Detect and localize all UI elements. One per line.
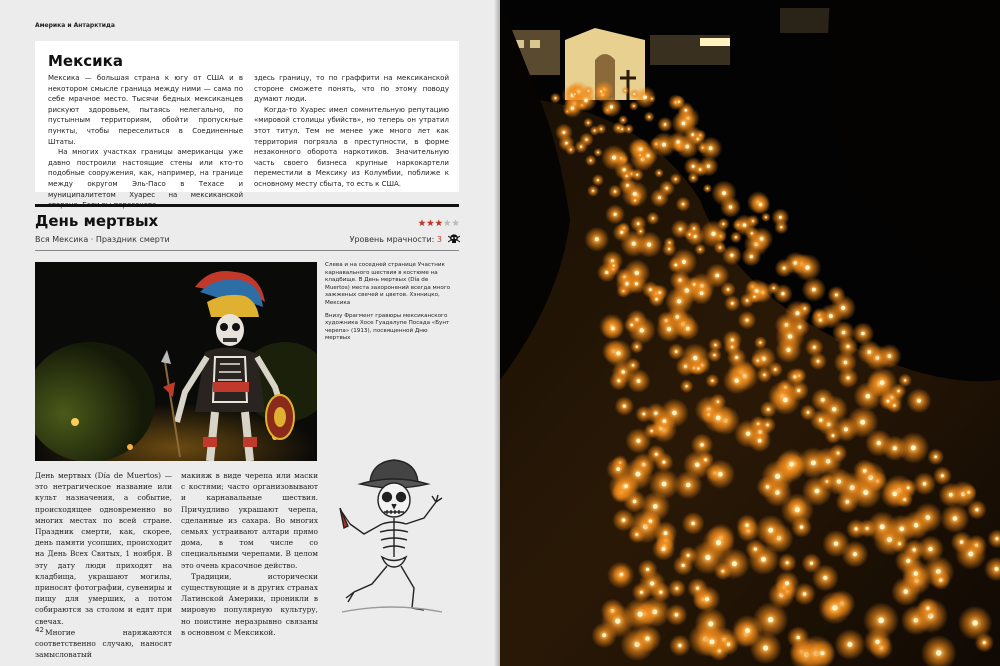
- candle-flame: [773, 287, 775, 289]
- candle-flame: [614, 213, 617, 216]
- candle-flame: [565, 142, 568, 145]
- gloom-rating-label: Уровень мрачности:: [349, 235, 435, 244]
- candle-flame: [844, 361, 848, 365]
- candle-flame: [913, 548, 916, 551]
- candle-flame: [686, 385, 688, 387]
- candle-flame: [664, 123, 666, 125]
- candle-flame: [650, 581, 654, 585]
- candle-flame: [666, 187, 669, 190]
- candle-flame: [655, 298, 658, 301]
- candle-flame: [735, 236, 737, 238]
- candle-flame: [675, 350, 678, 353]
- candle-flame: [592, 190, 594, 192]
- candle-flame: [705, 597, 709, 601]
- candle-flame: [653, 504, 658, 509]
- mexico-paragraph: Мексика — большая страна к югу от США и в некотором смысле граница между ними — сама по себе мрачное место. Тысячи бедных мексиканцев рискуют здоровьем, пытаясь нелегально, по пустынным территориям, обойти пропускные пункты, чтобы переселиться в Соединенные Штаты.: [48, 74, 243, 146]
- section-top-rule: [35, 204, 459, 207]
- candle-flame: [682, 564, 685, 567]
- candle-flame: [745, 628, 750, 633]
- candle-flame: [664, 531, 668, 535]
- candle-flame: [904, 379, 906, 381]
- candle-flame: [866, 527, 869, 530]
- candle-flame: [662, 143, 666, 147]
- candle-flame: [632, 364, 634, 366]
- candle-flame: [716, 416, 721, 421]
- candle-flame: [819, 418, 822, 421]
- candle-flame: [815, 489, 820, 494]
- article-paragraph: Традиции, исторически существующие и в других странах Латинской Америки, проникли в мировую популярную культуру, но поистине неразрывно связаны в основном с Мексикой.: [181, 571, 318, 637]
- candle-flame: [812, 288, 816, 292]
- candle-flame: [875, 640, 879, 644]
- candle-flame: [968, 552, 973, 557]
- candle-flame: [907, 486, 910, 489]
- candle-flame: [967, 491, 970, 494]
- candle-flame: [663, 419, 667, 423]
- candle-flame: [926, 607, 929, 610]
- article-column-1: [35, 470, 172, 660]
- candle-flame: [847, 642, 852, 647]
- candle-flame: [637, 222, 640, 225]
- candle-flame: [779, 216, 782, 219]
- candle-flame: [783, 398, 788, 403]
- candle-flame: [911, 445, 916, 450]
- candle-flame: [617, 379, 620, 382]
- candle-flame: [710, 639, 715, 644]
- candle-flame: [860, 420, 865, 425]
- candle-flame: [624, 484, 628, 488]
- candle-flame: [844, 427, 848, 431]
- candle-flame: [691, 522, 695, 526]
- caption-text: Внизу Фрагмент гравюры мексиканского художника Хосе Гуадалупе Посада «Бунт черепа» (1913), посвященной Дню мертвых: [325, 312, 450, 342]
- candle-flame: [893, 446, 897, 450]
- candle-flame: [819, 319, 822, 322]
- candle-flame: [949, 493, 953, 497]
- candle-flame: [610, 105, 613, 108]
- candle-flame: [996, 537, 999, 540]
- candle-flame: [975, 508, 978, 511]
- candle-flame: [647, 154, 650, 157]
- candle-flame: [620, 231, 623, 234]
- star-empty-icon: [444, 219, 451, 226]
- candle-flame: [793, 375, 796, 378]
- mexico-paragraph: здесь границу, то по граффити на мексиканской стороне сможете понять, что по этому поводу думают люди.: [254, 74, 449, 104]
- candle-flame: [677, 299, 681, 303]
- candle-flame: [600, 128, 602, 130]
- candle-flame: [754, 548, 757, 551]
- section-title: День мертвых: [35, 212, 159, 230]
- candle-flame: [917, 399, 921, 403]
- candle-flame: [847, 376, 850, 379]
- candle-flame: [887, 400, 890, 403]
- candle-flame: [774, 368, 776, 370]
- candle-flame: [732, 561, 737, 566]
- candle-flame: [789, 462, 794, 467]
- candle-flame: [675, 178, 677, 180]
- candle-flame: [622, 518, 626, 522]
- candle-flame: [803, 592, 807, 596]
- candle-flame: [615, 618, 620, 623]
- candle-flame: [626, 175, 628, 177]
- mexico-paragraph: Когда-то Хуарес имел сомнительную репутацию «мировой столицы убийств», но теперь он утратил этот титул. Тем не менее уже много лет как территория погрязла в преступности, в форме незаконного оборота наркотиков. Значительную часть своего бизнеса крупные наркокартели переместили в Мексику из Колумбии, поближе к основному месту сбыта, то есть к США.: [254, 105, 449, 188]
- candle-flame: [972, 620, 978, 626]
- candle-flame: [611, 327, 615, 331]
- candle-flame: [635, 282, 638, 285]
- candle-flame: [699, 249, 701, 251]
- candle-flame: [765, 216, 767, 218]
- article-paragraph: День мертвых (Día de Muertos) — это нетрагическое название или культ назначения, а событие, происходящее одновременно во многих местах по всей стране. Праздник смерти, как, скорее, день памяти усопших, происходит на День Всех Святых, 1 ноября. В эту дату люди приходят на кладбища, украшают могилы, приносят фотографии, сувениры и пищу для умерших, а потом собираются за столом и едят при свечах.: [35, 471, 172, 626]
- candle-flame: [621, 128, 623, 130]
- page-number: 42: [35, 626, 44, 634]
- candle-flame: [923, 482, 927, 486]
- candle-flame: [693, 356, 698, 361]
- candle-flame: [707, 165, 710, 168]
- mexico-sidebar-box: [35, 41, 459, 199]
- candle-flame: [628, 128, 630, 130]
- candle-flame: [898, 542, 901, 545]
- candle-flame: [805, 265, 809, 269]
- mexico-box-column-2: [254, 73, 449, 190]
- candle-flame: [563, 131, 566, 134]
- candle-flame: [602, 633, 606, 637]
- candle-flame: [632, 242, 636, 246]
- candle-flame: [903, 498, 906, 501]
- candle-flame: [995, 567, 999, 571]
- candle-flame: [834, 542, 838, 546]
- candle-flame: [914, 571, 918, 575]
- candle-flame: [823, 576, 827, 580]
- candle-flame: [810, 562, 813, 565]
- candle-flame: [795, 507, 800, 512]
- candle-flame: [587, 122, 589, 124]
- star-filled-icon: [427, 219, 434, 226]
- candle-flame: [643, 96, 647, 100]
- candle-flame: [832, 434, 835, 437]
- candle-flame: [555, 97, 557, 99]
- candle-flame: [585, 139, 587, 141]
- candle-flame: [676, 315, 680, 319]
- candle-flame: [668, 248, 670, 250]
- candle-flame: [746, 319, 749, 322]
- candle-flame: [662, 482, 667, 487]
- gloom-rating-value: 3: [436, 235, 442, 244]
- candle-flame: [597, 152, 598, 153]
- candle-flame: [719, 247, 721, 249]
- candle-flame: [613, 265, 615, 267]
- section-sub-rule: [35, 250, 459, 251]
- candle-flame: [817, 360, 820, 363]
- candle-flame: [700, 291, 704, 295]
- candle-flame: [620, 573, 623, 576]
- calavera-engraving: [332, 452, 457, 617]
- candle-flame: [766, 485, 769, 488]
- candle-flame: [699, 168, 701, 170]
- candle-flame: [711, 232, 715, 236]
- candle-flame: [679, 228, 682, 231]
- candle-flame: [658, 172, 660, 174]
- candle-flame: [786, 561, 789, 564]
- gloom-rating: [350, 235, 442, 244]
- candle-flame: [730, 254, 733, 257]
- candle-flame: [623, 405, 626, 408]
- candle-flame: [678, 644, 681, 647]
- candle-flame: [855, 527, 858, 530]
- candle-flame: [652, 217, 654, 219]
- candle-flame: [570, 149, 572, 151]
- rating-stars: [418, 219, 460, 227]
- candle-flame: [798, 326, 801, 329]
- candle-flame: [636, 439, 640, 443]
- candle-flame: [731, 338, 734, 341]
- candle-flame: [616, 351, 620, 355]
- candle-flame: [796, 636, 800, 640]
- candle-flame: [662, 547, 666, 551]
- candle-flame: [637, 379, 641, 383]
- photo-captions: [325, 262, 453, 348]
- candle-flame: [646, 568, 649, 571]
- candle-flame: [735, 378, 739, 382]
- candle-flame: [842, 331, 846, 335]
- candle-flame: [729, 205, 732, 208]
- candle-flame: [648, 116, 650, 118]
- candle-flame: [763, 645, 768, 650]
- running-head: Америка и Антарктида: [35, 22, 115, 29]
- candle-flame: [676, 587, 679, 590]
- candle-flame: [820, 651, 824, 655]
- candle-flame: [580, 146, 582, 148]
- candle-flame: [616, 467, 620, 471]
- candle-flame: [745, 524, 748, 527]
- candle-flame: [759, 342, 761, 344]
- candle-flame: [635, 533, 638, 536]
- candle-flame: [928, 547, 932, 551]
- candle-flame: [892, 492, 897, 497]
- candle-flame: [682, 122, 686, 126]
- candle-flame: [704, 458, 707, 461]
- candle-flame: [692, 177, 694, 179]
- candle-flame: [939, 579, 942, 582]
- candle-flame: [638, 612, 643, 617]
- skull-icon: [448, 234, 460, 244]
- section-subtitle: Вся Мексика · Праздник смерти: [35, 235, 170, 244]
- candle-flame: [600, 90, 602, 92]
- candle-flame: [781, 292, 784, 295]
- candle-flame: [655, 453, 658, 456]
- candle-flame: [897, 390, 899, 392]
- star-empty-icon: [452, 219, 459, 226]
- candle-flame: [841, 306, 845, 310]
- candle-flame: [633, 93, 635, 95]
- candle-flame: [768, 528, 773, 533]
- candle-flame: [571, 107, 574, 110]
- candle-flame: [633, 105, 634, 106]
- candle-flame: [574, 94, 575, 95]
- candle-flame: [837, 479, 841, 483]
- candle-flame: [861, 332, 865, 336]
- candle-flame: [743, 223, 746, 226]
- candle-flame: [811, 460, 816, 465]
- candle-flame: [953, 516, 958, 521]
- candle-flame: [807, 411, 810, 414]
- candle-flame: [758, 439, 762, 443]
- candle-flame: [767, 408, 770, 411]
- candle-flame: [693, 227, 695, 229]
- candle-flame: [685, 109, 688, 112]
- candle-flame: [711, 380, 713, 382]
- candle-flame: [595, 237, 599, 241]
- candle-flame: [835, 294, 838, 297]
- article-paragraph: макияж в виде черепа или маски с костями; часто организовывают и карнавальные шествия. Причудливо украшают черепа, сделанные из сахара. Во многих семьях устраивают алтари прямо дома, в том числе со специальными черепами. В целом это очень красочное действо.: [181, 471, 318, 570]
- candle-flame: [716, 540, 721, 545]
- candle-flame: [682, 203, 684, 205]
- candle-flame: [584, 99, 588, 103]
- candle-flame: [676, 140, 679, 143]
- candle-flame: [626, 184, 629, 187]
- candle-flame: [750, 255, 753, 258]
- candle-flame: [709, 146, 713, 150]
- candle-flame: [904, 589, 909, 594]
- candle-flame: [647, 243, 651, 247]
- candle-flame: [813, 346, 816, 349]
- candle-flame: [622, 119, 624, 121]
- candle-flame: [983, 641, 986, 644]
- candle-flame: [853, 552, 857, 556]
- candle-flame: [866, 394, 871, 399]
- candle-flame: [863, 469, 867, 473]
- candle-flame: [625, 90, 626, 91]
- candle-flame: [780, 226, 782, 228]
- candle-flame: [707, 188, 708, 189]
- candle-flame: [786, 348, 790, 352]
- candle-flame: [714, 344, 716, 346]
- star-filled-icon: [418, 219, 425, 226]
- candle-flame: [667, 327, 671, 331]
- candle-flame: [612, 156, 616, 160]
- candle-flame: [708, 621, 713, 626]
- candle-flame: [635, 472, 640, 477]
- cemetery-candles-photo: [500, 0, 1000, 666]
- candle-flame: [659, 591, 662, 594]
- candle-flame: [880, 380, 885, 385]
- candle-flame: [633, 500, 637, 504]
- candle-flame: [878, 617, 884, 623]
- article-column-2: [181, 470, 318, 638]
- candle-flame: [722, 191, 726, 195]
- candle-flame: [832, 605, 837, 610]
- candle-flame: [597, 179, 599, 181]
- mexico-box-title: Мексика: [48, 52, 123, 70]
- candle-flame: [785, 581, 789, 585]
- candle-flame: [877, 441, 881, 445]
- candle-flame: [636, 174, 638, 176]
- candle-flame: [645, 636, 649, 640]
- candle-flame: [649, 288, 652, 291]
- candle-flame: [590, 160, 592, 162]
- candle-flame: [594, 130, 596, 132]
- candle-flame: [763, 374, 765, 376]
- candle-flame: [735, 356, 738, 359]
- candle-flame: [686, 483, 691, 488]
- candle-flame: [642, 413, 645, 416]
- star-filled-icon: [435, 219, 442, 226]
- candle-flame: [934, 456, 937, 459]
- candle-flame: [651, 98, 652, 99]
- candle-flame: [614, 190, 616, 192]
- candle-flame: [727, 288, 729, 290]
- candle-flame: [846, 345, 849, 348]
- candle-flame: [700, 443, 704, 447]
- candle-flame: [880, 524, 885, 529]
- dancer-photo: [35, 262, 317, 461]
- candle-flame: [760, 237, 764, 241]
- candle-flame: [900, 527, 905, 532]
- candle-flame: [759, 203, 762, 206]
- candle-flame: [658, 196, 661, 199]
- mexico-paragraph: На многих участках границы американцы уже давно построили настоящие стены или кто-то подобные сооружения, как, например, на границе между округом Эль-Пасо в Техасе и муниципалитетом Хуарес на мексиканской: [48, 148, 243, 199]
- candle-flame: [713, 354, 715, 356]
- candle-flame: [768, 617, 774, 623]
- candle-flame: [630, 324, 633, 327]
- article-paragraph: Многие наряжаются соответственно случаю, наносят замысловатый: [35, 627, 172, 660]
- candle-flame: [757, 360, 759, 362]
- candle-flame: [804, 307, 806, 309]
- candle-flame: [846, 500, 850, 504]
- candle-flame: [936, 650, 942, 656]
- right-page: [500, 0, 1000, 666]
- candle-flame: [832, 407, 836, 411]
- mexico-box-column-1: [48, 73, 243, 211]
- candle-flame: [634, 200, 636, 202]
- caption-text: Слева и на соседней странице Участник карнавального шествия в костюме на кладбище. В День мертвых (Día de Muertos) места захоронений всегда много зажженых свечей и цветов. Хэнницко, Мексика: [325, 262, 451, 306]
- candle-flame: [678, 101, 680, 103]
- candle-flame: [715, 274, 719, 278]
- candle-flame: [718, 472, 723, 477]
- candle-flame: [731, 302, 734, 305]
- candle-flame: [697, 367, 699, 369]
- candle-flame: [867, 350, 871, 354]
- candle-flame: [686, 327, 690, 331]
- candle-flame: [640, 328, 644, 332]
- candle-flame: [675, 613, 679, 617]
- candle-flame: [941, 474, 944, 477]
- candle-flame: [675, 264, 678, 267]
- candle-flame: [636, 346, 638, 348]
- candle-flame: [753, 296, 755, 298]
- candle-flame: [761, 557, 766, 562]
